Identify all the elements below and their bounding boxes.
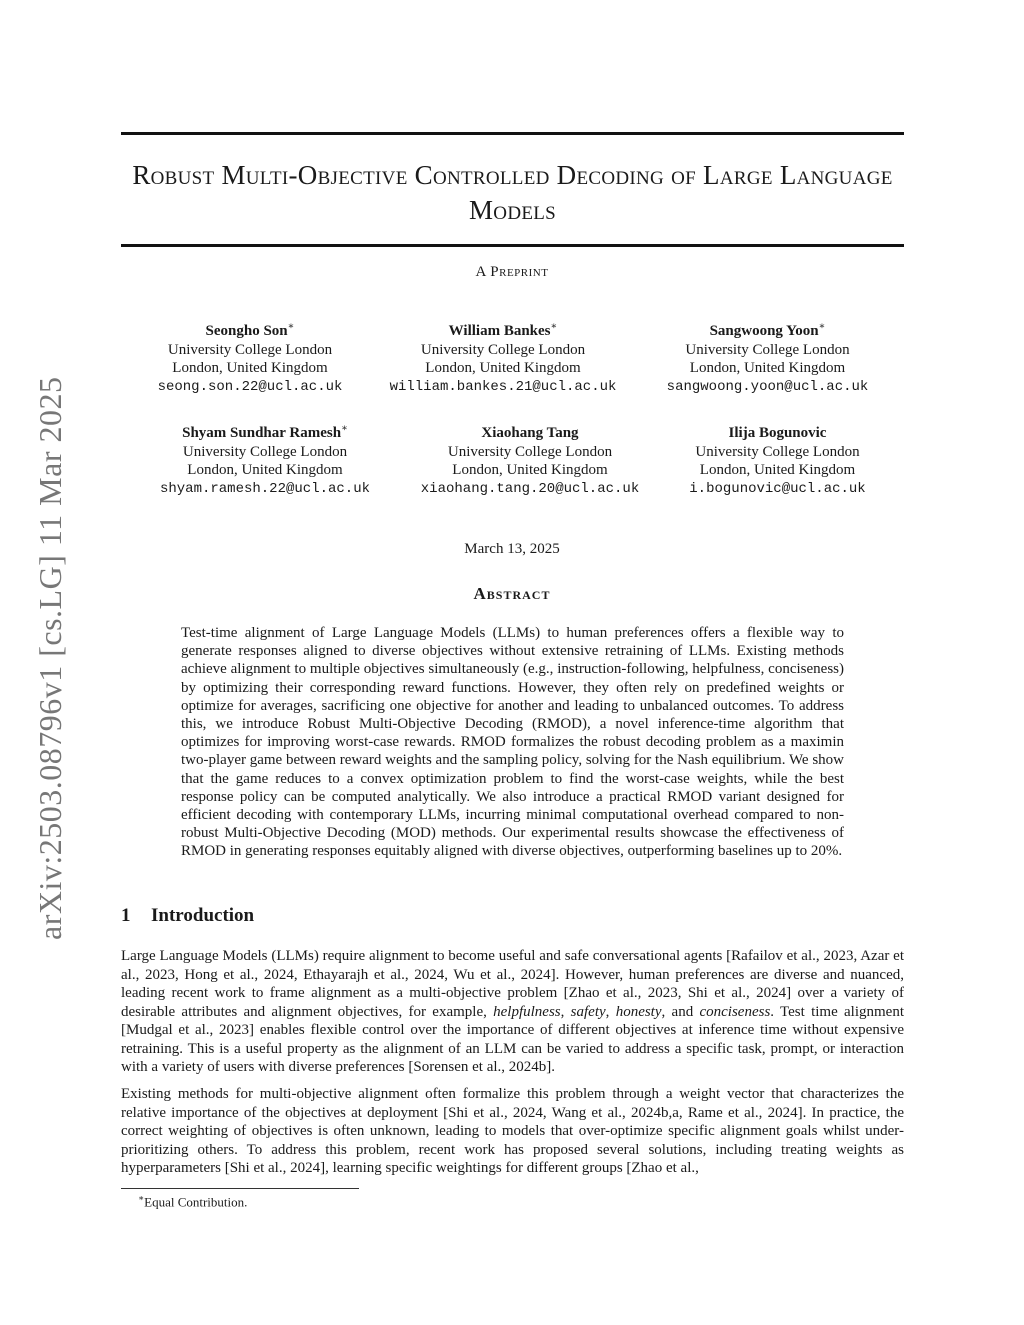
- author-affiliation: University College London: [695, 443, 860, 460]
- paragraph-text: , and: [661, 1003, 700, 1020]
- intro-paragraph-1: [121, 947, 904, 1077]
- section-heading: [121, 905, 254, 927]
- emphasis-term: safety: [570, 1003, 606, 1020]
- footnote-text: Equal Contribution.: [144, 1194, 248, 1210]
- author-block: [675, 420, 880, 498]
- intro-paragraph-2: Existing methods for multi-objective alignment often formalize this problem through a weight vector that characterizes the relative importance of the objectives at deployment [Shi et al., 2024, Wang et al., 2024b,a, Rame et al., 2024]. In practice, the correct weighting of objectives is often unknown, leading to models that over-optimize specific alignment goals whilst under-prioritizing others. To address this problem, recent work has proposed several solutions, including treating weights as hyperparameters [Shi et al., 2024], learning specific weightings for different groups [Zhao et al.,: [121, 1086, 904, 1176]
- author-email[interactable]: seong.son.22@ucl.ac.uk: [157, 378, 343, 395]
- author-name: Sangwoong Yoon: [709, 323, 819, 339]
- author-affiliation: University College London: [167, 341, 333, 358]
- equal-contribution-mark: ∗: [818, 321, 826, 332]
- equal-contribution-mark: ∗: [287, 321, 295, 332]
- section-number: 1: [121, 905, 131, 926]
- paragraph-text: ,: [605, 1003, 616, 1020]
- emphasis-term: helpfulness: [493, 1003, 561, 1020]
- title-top-rule: [121, 132, 904, 135]
- author-name: Xiaohang Tang: [481, 425, 579, 441]
- footnote-mark: ∗: [138, 1193, 145, 1203]
- paper-title: Robust Multi-Objective Controlled Decoding of Large Language Models: [132, 160, 893, 225]
- author-email[interactable]: william.bankes.21@ucl.ac.uk: [389, 378, 617, 395]
- author-name: William Bankes: [448, 323, 551, 339]
- footnote-rule: [121, 1188, 359, 1189]
- author-block: [150, 318, 350, 396]
- arxiv-side-stamp: arXiv:2503.08796v1 [cs.LG] 11 Mar 2025: [32, 376, 68, 940]
- abstract-text: Test-time alignment of Large Language Models (LLMs) to human preferences offers a flexible way to generate responses aligned to diverse objectives without extensive retraining of LLMs. Existing methods achieve alignment to multiple objectives simultaneously (e.g., instruction-following, helpfulness, conciseness) by optimizing their corresponding reward functions. However, they often rely on predefined weights or optimize for averages, sacrificing one objective for another and leading to unbalanced outcomes. To address this, we introduce Robust Multi-Objective Decoding (RMOD), a novel inference-time algorithm that optimizes for improving worst-case rewards. RMOD formalizes the robust decoding problem as a maximin two-player game between reward weights and the sampling policy, solving for the Nash equilibrium. We show that the game reduces to a convex optimization problem to find the worst-case weights, while the best response policy can be computed analytically. We also introduce a practical RMOD variant designed for efficient decoding with contemporary LLMs, incurring minimal computational overhead compared to non-robust Multi-Objective Decoding (MOD) methods. Our experimental results showcase the effectiveness of RMOD in generating responses equitably aligned with diverse objectives, outperforming baselines up to 20%.: [181, 625, 844, 860]
- author-name: Shyam Sundhar Ramesh: [182, 425, 342, 441]
- author-block: [378, 318, 628, 396]
- author-location: London, United Kingdom: [452, 462, 608, 478]
- author-location: London, United Kingdom: [699, 462, 856, 478]
- paragraph-text: Large Language Models (LLMs) require alignment to become useful and safe conversational agents [Rafailov et al., 2023, Azar et al., 2023, Hong et al., 2024, Ethayarajh et al., 2024, Wu et al., 2024]. However, human preferences are diverse and nuanced, leading recent work to frame alignment as a multi-objective problem [Zhao et al., 2023, Shi et al., 2024] over a variety of desirable attributes and alignment objectives, for example,: [121, 948, 904, 1020]
- author-location: London, United Kingdom: [425, 360, 581, 376]
- author-location: London, United Kingdom: [187, 462, 343, 478]
- author-block: [660, 318, 875, 396]
- author-block: [410, 420, 650, 498]
- publication-date: March 13, 2025: [464, 541, 560, 557]
- section-title: Introduction: [151, 905, 255, 926]
- emphasis-term: honesty: [615, 1003, 662, 1020]
- footnote: [138, 1193, 247, 1210]
- author-location: London, United Kingdom: [172, 360, 328, 376]
- author-affiliation: University College London: [447, 443, 613, 460]
- paragraph-text: . Test time alignment [Mudgal et al., 2023] enables flexible control over the importance of different objectives at inference time without expensive retraining. This is a useful property as the alignment of an LLM can be varied to address a specific task, prompt, or interaction with a variety of users with diverse preferences [Sorensen et al., 2024b].: [121, 1003, 905, 1075]
- author-affiliation: University College London: [420, 341, 586, 358]
- abstract-heading: Abstract: [473, 584, 551, 603]
- author-email[interactable]: i.bogunovic@ucl.ac.uk: [689, 480, 866, 497]
- equal-contribution-mark: ∗: [550, 321, 558, 332]
- author-name: Ilija Bogunovic: [728, 425, 827, 441]
- author-affiliation: University College London: [685, 341, 850, 358]
- preprint-label: A Preprint: [475, 264, 549, 280]
- author-email[interactable]: sangwoong.yoon@ucl.ac.uk: [666, 378, 869, 395]
- emphasis-term: conciseness: [699, 1003, 771, 1020]
- paragraph-text: ,: [560, 1003, 571, 1020]
- title-bottom-rule: [121, 244, 904, 247]
- author-location: London, United Kingdom: [689, 360, 846, 376]
- author-block: [150, 420, 380, 498]
- author-name: Seongho Son: [205, 323, 288, 339]
- author-affiliation: University College London: [182, 443, 348, 460]
- author-email[interactable]: shyam.ramesh.22@ucl.ac.uk: [159, 480, 371, 497]
- author-email[interactable]: xiaohang.tang.20@ucl.ac.uk: [420, 480, 640, 497]
- equal-contribution-mark: ∗: [341, 423, 348, 434]
